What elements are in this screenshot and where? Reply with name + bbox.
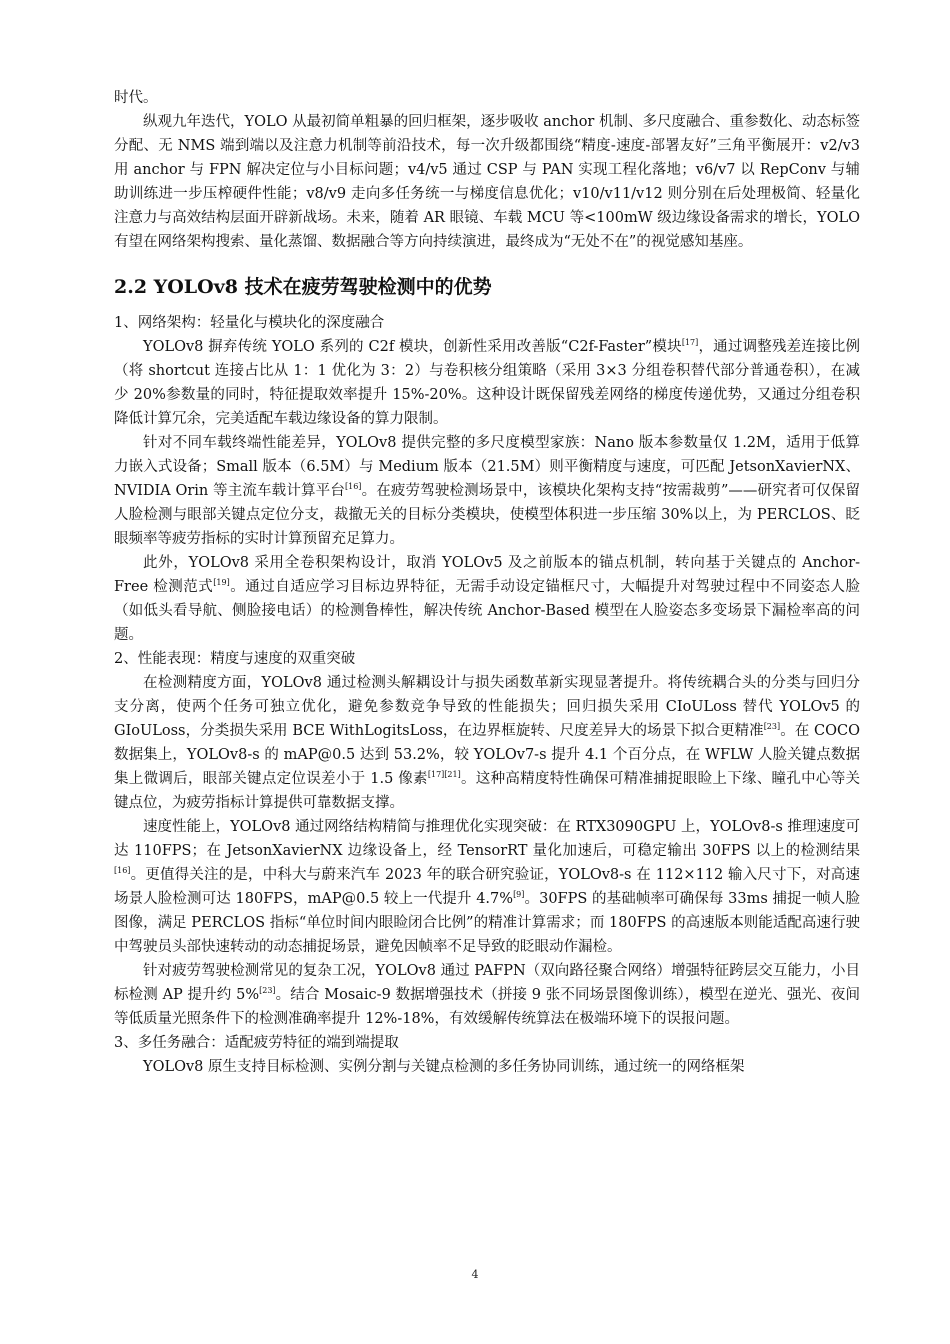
citation: [23] [259,986,276,995]
text-run: 此外，YOLOv8 采用全卷积架构设计，取消 YOLOv5 及之前版本的锚点机制，转向基于关键点的 Anchor-Free 检测范式 [114,555,860,595]
s3-paragraph-1: YOLOv8 原生支持目标检测、实例分割与关键点检测的多任务协同训练，通过统一的网络框架 [143,1059,745,1075]
text-run: 。结合 Mosaic-9 数据增强技术（拼接 9 张不同场景图像训练），模型在逆光、强光、夜间等低质量光照条件下的检测准确率提升 12%-18%，有效缓解传统算法在极端环境下的误报问题。 [114,987,860,1027]
text-run: 在检测精度方面，YOLOv8 通过检测头解耦设计与损失函数革新实现显著提升。将传统耦合头的分类与回归分支分离，使两个任务可独立优化，避免参数竞争导致的性能损失；回归损失采用 CIoULoss 替代 YOLOv5 的 GIoULoss，分类损失采用 BCE WithLogitsLoss，在边界框旋转、尺度差异大的场景下拟合更精准 [114,675,860,739]
citation: [23] [763,722,781,731]
text-run: 。更值得关注的是，中科大与蔚来汽车 2023 年的联合研究验证，YOLOv8-s 在 112×112 输入尺寸下，对高速场景人脸检测可达 180FPS，mAP@0.5 较上一代提升 4.7% [114,867,860,907]
text-run: 。在 COCO 数据集上，YOLOv8-s 的 mAP@0.5 达到 53.2%，较 YOLOv7-s 提升 4.1 个百分点，在 WFLW 人脸关键点数据集上微调后，眼部关键点定位误差小于 1.5 像素 [114,723,860,787]
text-run: 。在疲劳驾驶检测场景中，该模块化架构支持“按需裁剪”——研究者可仅保留人脸检测与眼部关键点定位分支，裁撤无关的目标分类模块，使模型体积进一步压缩 30%以上，为 PERCLOS、眨眼频率等疲劳指标的实时计算预留充足算力。 [114,483,860,547]
citation: [17] [681,338,699,347]
citation: [16] [344,482,362,491]
text-run: 针对疲劳驾驶检测常见的复杂工况，YOLOv8 通过 PAFPN（双向路径聚合网络）增强特征跨层交互能力，小目标检测 AP 提升约 5% [114,963,860,1003]
citation: [16] [114,866,131,875]
citation: [19] [213,578,230,587]
s2-paragraph-2 [114,815,860,959]
s1-paragraph-2 [114,431,860,551]
page-number: 4 [471,1268,479,1281]
document-body [114,86,860,1079]
s2-paragraph-1 [114,671,860,815]
text-run: 。通过自适应学习目标边界特征，无需手动设定锚框尺寸，大幅提升对驾驶过程中不同姿态人脸（如低头看导航、侧脸接电话）的检测鲁棒性，解决传统 Anchor-Based 模型在人脸姿态多变场景下漏检率高的问题。 [114,579,860,643]
subsection-title-1: 1、网络架构：轻量化与模块化的深度融合 [114,315,385,331]
s2-paragraph-3 [114,959,860,1031]
citation: [17][21] [427,770,461,779]
subsection-title-2: 2、性能表现：精度与速度的双重突破 [114,651,356,667]
intro-tail: 时代。 [114,90,158,106]
intro-summary-paragraph: 纵观九年迭代，YOLO 从最初简单粗暴的回归框架，逐步吸收 anchor 机制、多尺度融合、重参数化、动态标签分配、无 NMS 端到端以及注意力机制等前沿技术，每一次升级都围绕“精度-速度-部署友好”三角平衡展开：v2/v3 用 anchor 与 FPN 解决定位与小目标问题；v4/v5 通过 CSP 与 PAN 实现工程化落地；v6/v7 以 RepConv 与辅助训练进一步压榨硬件性能；v8/v9 走向多任务统一与梯度信息优化；v10/v11/v12 则分别在后处理极简、轻量化注意力与高效结构层面开辟新战场。未来，随着 AR 眼镜、车载 MCU 等<100mW 级边缘设备需求的增长，YOLO 有望在网络架构搜索、量化蒸馏、数据融合等方向持续演进，最终成为“无处不在”的视觉感知基座。 [114,114,860,250]
s1-paragraph-1 [114,335,860,431]
text-run: YOLOv8 摒弃传统 YOLO 系列的 C2f 模块，创新性采用改善版“C2f-Faster”模块 [143,339,682,355]
text-run: ，通过调整残差连接比例（将 shortcut 连接占比从 1：1 优化为 3：2）与卷积核分组策略（采用 3×3 分组卷积替代部分普通卷积），在减少 20%参数量的同时，特征提取效率提升 15%-20%。这种设计既保留残差网络的梯度传递优势，又通过分组卷积降低计算冗余，完美适配车载边缘设备的算力限制。 [114,339,861,427]
citation: [9] [513,890,525,899]
text-run: 针对不同车载终端性能差异，YOLOv8 提供完整的多尺度模型家族：Nano 版本参数量仅 1.2M，适用于低算力嵌入式设备；Small 版本（6.5M）与 Medium 版本（21.5M）则平衡精度与速度，可匹配 JetsonXavierNX、NVIDIA Orin 等主流车载计算平台 [114,435,860,499]
text-run: 。30FPS 的基础帧率可确保每 33ms 捕捉一帧人脸图像，满足 PERCLOS 指标“单位时间内眼睑闭合比例”的精准计算需求；而 180FPS 的高速版本则能适配高速行驶中驾驶员头部快速转动的动态捕捉场景，避免因帧率不足导致的眨眼动作漏检。 [114,891,860,955]
s1-paragraph-3 [114,551,860,647]
text-run: 速度性能上，YOLOv8 通过网络结构精简与推理优化实现突破：在 RTX3090GPU 上，YOLOv8-s 推理速度可达 110FPS；在 JetsonXavierNX 边缘设备上，经 TensorRT 量化加速后，可稳定输出 30FPS 以上的检测结果 [114,819,860,859]
text-run: 。这种高精度特性确保可精准捕捉眼睑上下缘、瞳孔中心等关键点位，为疲劳指标计算提供可靠数据支撑。 [114,771,861,811]
subsection-title-3: 3、多任务融合：适配疲劳特征的端到端提取 [114,1035,399,1051]
section-heading: 2.2 YOLOv8 技术在疲劳驾驶检测中的优势 [114,276,492,298]
